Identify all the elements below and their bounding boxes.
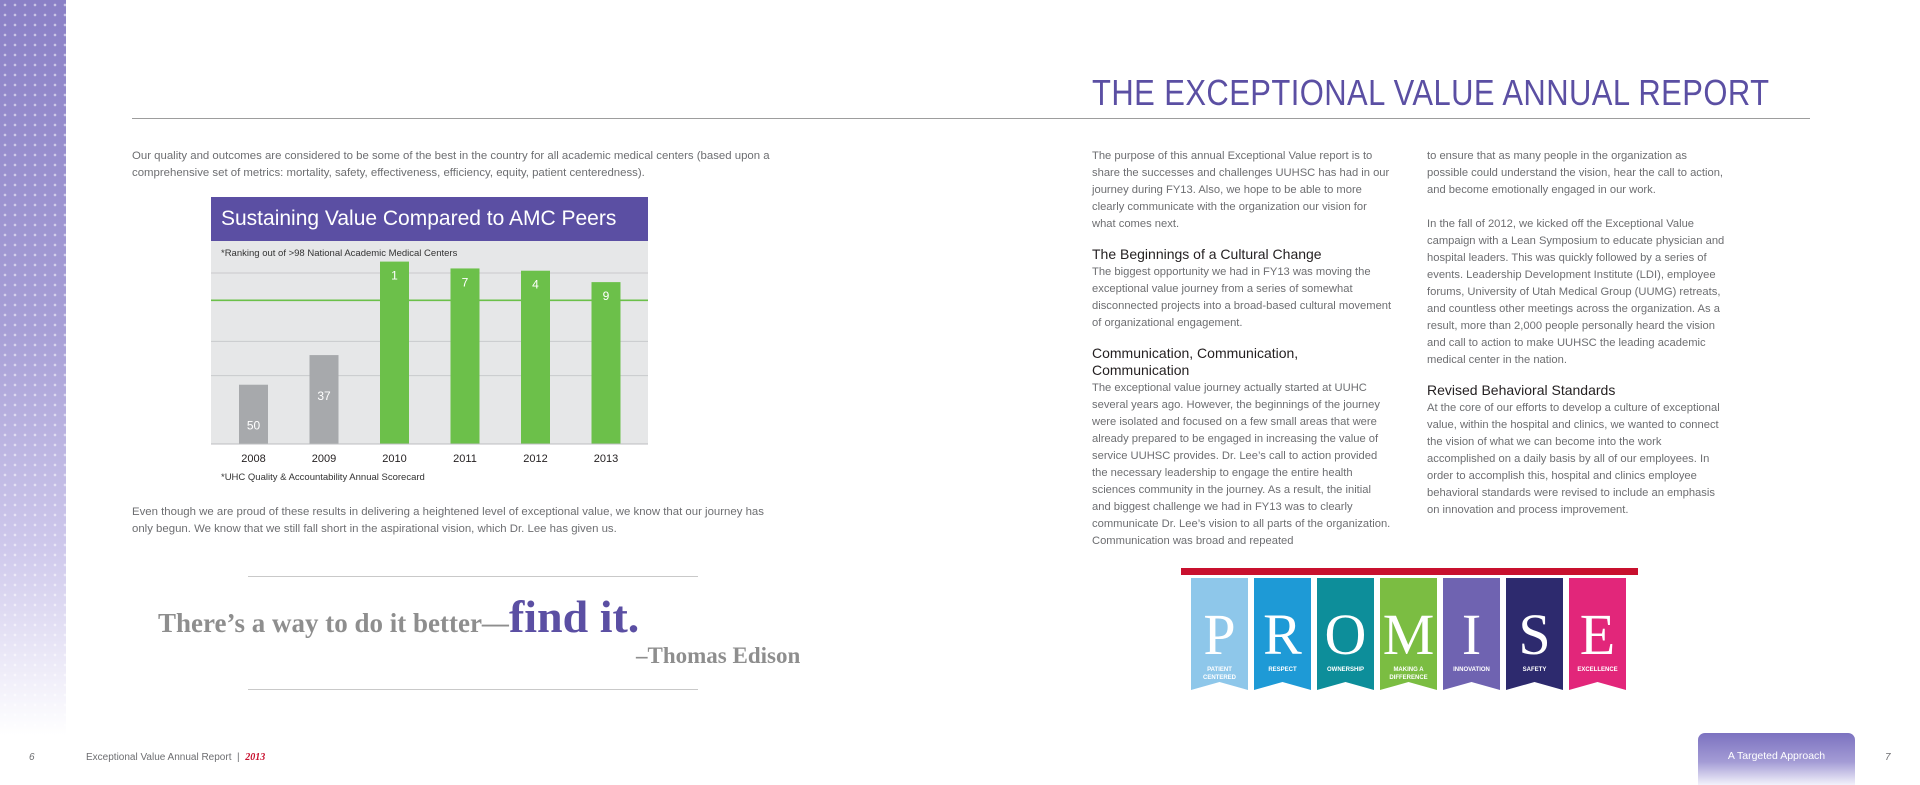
promise-banner [1443,578,1500,690]
chart-header [211,197,648,241]
x-tick-label: 2012 [523,453,548,465]
bar-value-label: 9 [602,289,610,304]
promise-banner-graphic [1181,568,1638,693]
heading-behavioral-standards: Revised Behavioral Standards [1427,382,1616,398]
promise-banner [1380,578,1437,690]
quote-emphasis: find it. [508,591,640,642]
col2-paragraph-2: At the core of our efforts to develop a culture of exceptional value, within the hospital and clinics, we wanted to connect the vision of what we can become into the work accomplished on a daily basis by all of our employees. In order to accomplish this, hospital and clinics employee behavioral standards were revised to include an emphasis on innovation and process improvement. [1427,402,1720,516]
banner-letter: P [1203,602,1236,667]
bar-value-label: 37 [317,389,331,404]
decorative-side-strip [0,0,66,735]
x-tick-label: 2009 [311,453,337,465]
banner-letter: I [1461,602,1482,667]
chart-footnote: *UHC Quality & Accountability Annual Scorecard [221,472,425,483]
banner-label: SAFETY [1522,667,1547,673]
footer-report-name: Exceptional Value Annual Report [86,752,232,763]
bar-value-label: 4 [532,277,539,292]
promise-banner [1569,578,1626,690]
intro-paragraph: Our quality and outcomes are considered to be some of the best in the country for all academic medical centers (based upon a comprehensive set of metrics: mortality, safety, effectiveness, efficiency, equity, patient centeredness). [132,150,770,179]
x-tick-label: 2008 [241,453,266,465]
col1-intro: The purpose of this annual Exceptional Value report is to share the successes and challenges UUHSC has had in our journey during FY13. Also, we hope to be able to more clearly communicate with the organization our vision for what comes next. [1092,150,1390,230]
banner-label: EXCELLENCE [1577,667,1618,673]
promise-top-bar [1181,568,1638,575]
banner-label: CENTERED [1202,675,1237,681]
quote-top-rule [248,576,698,577]
banner-label: DIFFERENCE [1389,675,1428,681]
quote-lead: There’s a way to do it better— [158,608,509,638]
chart-title: Sustaining Value Compared to AMC Peers [221,207,617,230]
col2-paragraph-0: to ensure that as many people in the organization as possible could understand the vision, hear the call to action, and become emotionally engaged in our work. [1427,150,1724,196]
chart-bar [521,271,550,444]
edison-quote [158,590,639,643]
chart-bar [592,282,621,444]
col1-paragraph-2: The exceptional value journey actually started at UUHC several years ago. However, the beginnings of the journey were isolated and focused on a few small areas that were already prepared to be engaged in increasing the value of service UUHSC provides. Dr. Lee’s call to action provided the necessary leadership to engage the entire health sciences community in the journey. As a result, the initial and biggest challenge we had in FY13 was to clearly communicate Dr. Lee’s vision to all parts of the organization. Communication was broad and repeated [1092,382,1391,547]
chart-bar [380,262,409,444]
page-number-left: 6 [29,752,35,763]
col1-paragraph-1: The biggest opportunity we had in FY13 was moving the exceptional value journey from a series of somewhat disconnected projects into a broad-based cultural movement of organizational engagement. [1092,266,1392,329]
chart-plot [211,241,648,469]
right-column-1 [1092,148,1392,550]
promise-banner [1506,578,1563,690]
chart-bar [451,268,480,444]
section-tab-label: A Targeted Approach [1727,750,1826,762]
footer-year: 2013 [245,752,266,763]
x-tick-label: 2011 [453,453,477,465]
bar-value-label: 50 [246,418,261,433]
col2-paragraph-1: In the fall of 2012, we kicked off the Exceptional Value campaign with a Lean Symposium to educate physician and hospital leaders. This was quickly followed by a series of events. Leadership Development Institute (LDI), employee forums, University of Utah Medical Group (UUMG) retreats, and countless other meetings across the organization. As a result, more than 2,000 people personally heard the vision and call to action to make UUHSC the leading academic medical center in the nation. [1427,218,1725,366]
section-tab[interactable] [1698,733,1855,785]
banner-letter: O [1324,602,1367,667]
page-number-right: 7 [1885,752,1891,763]
banner-letter: S [1518,602,1551,667]
promise-banner [1317,578,1374,690]
quote-author: –Thomas Edison [636,643,801,668]
ranking-chart [211,197,648,490]
closing-paragraph: Even though we are proud of these results in delivering a heightened level of exceptional value, we know that our journey has only begun. We know that we still fall short in the aspirational vision, which Dr. Lee has given us. [132,506,764,535]
banner-label: MAKING A [1393,667,1424,673]
right-column-2 [1427,148,1727,519]
quote-bottom-rule [248,689,698,690]
banner-letter: M [1382,602,1435,667]
footer-separator: | [237,752,240,763]
bar-value-label: 7 [461,275,469,290]
plot-background [211,241,648,444]
banner-label: PATIENT [1207,667,1232,673]
x-tick-label: 2010 [382,453,407,465]
banner-label: OWNERSHIP [1326,667,1365,673]
heading-communication: Communication, Communication, Communication [1092,345,1299,378]
banner-label: INNOVATION [1453,667,1490,673]
bar-value-label: 1 [391,268,398,283]
footer-title [86,752,265,763]
title-divider [132,118,1810,119]
banner-label: RESPECT [1268,667,1297,673]
chart-bar [239,385,268,444]
heading-cultural-change: The Beginnings of a Cultural Change [1092,246,1322,262]
promise-banner [1191,578,1248,690]
chart-subtitle: *Ranking out of >98 National Academic Medical Centers [221,248,458,259]
report-title: THE EXCEPTIONAL VALUE ANNUAL REPORT [1092,72,1770,113]
promise-banner [1254,578,1311,690]
x-tick-label: 2013 [593,453,619,465]
banner-letter: R [1263,602,1302,667]
banner-letter: E [1579,602,1616,667]
page-footer [0,750,1920,770]
